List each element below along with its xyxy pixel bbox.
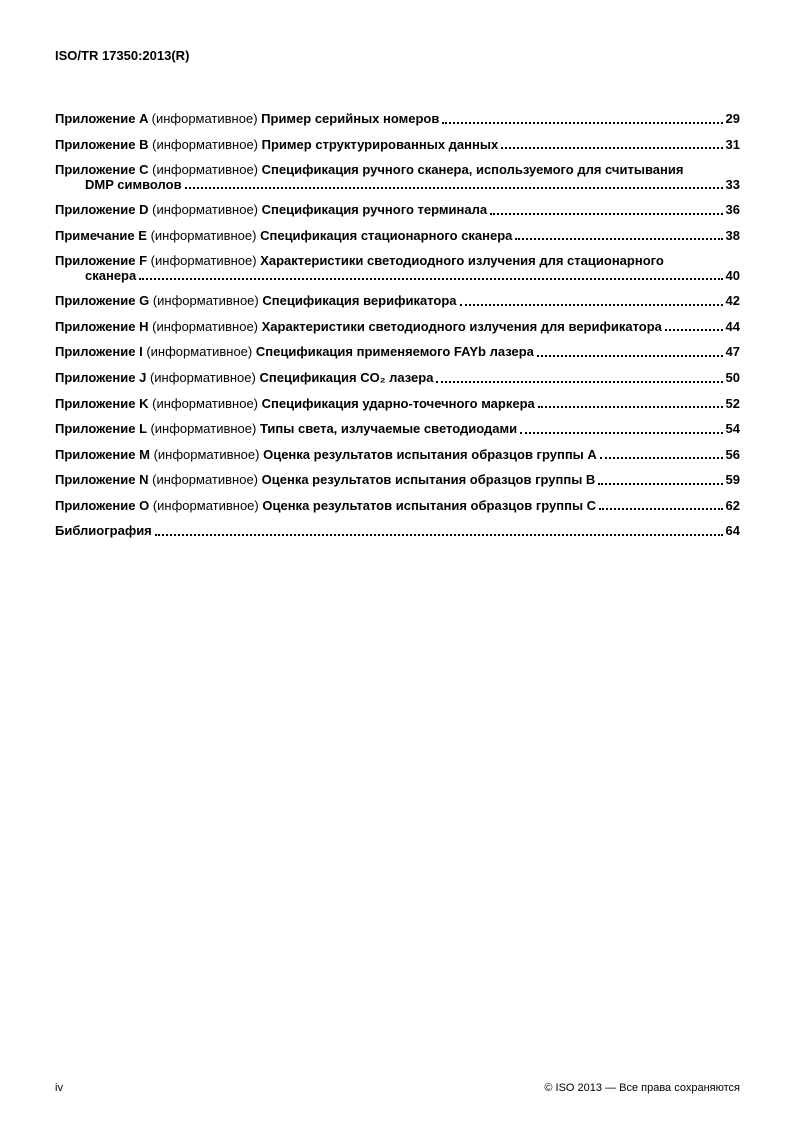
- toc-entry-label: Приложение A: [55, 111, 148, 126]
- toc-leader-dots: [139, 278, 722, 280]
- toc-list: [55, 112, 740, 550]
- toc-entry-text: [55, 524, 696, 539]
- toc-entry-type: (информативное): [150, 421, 257, 437]
- toc-leader-dots: [599, 508, 722, 510]
- toc-entry-text: [55, 112, 696, 127]
- toc-entry[interactable]: [55, 229, 740, 244]
- toc-entry-title: Спецификация ручного сканера, используемого для считывания DMP символов: [85, 162, 684, 192]
- toc-entry-label: Приложение J: [55, 370, 147, 386]
- toc-entry-type: (информативное): [152, 202, 259, 218]
- toc-leader-dots: [538, 406, 723, 408]
- toc-entry-label: Приложение F: [55, 253, 148, 269]
- toc-entry-text: [55, 371, 696, 386]
- toc-entry[interactable]: [55, 254, 740, 283]
- toc-entry-label: Приложение N: [55, 472, 149, 488]
- toc-entry-label: Приложение K: [55, 395, 149, 411]
- toc-entry-type: (информативное): [152, 395, 259, 411]
- toc-entry-title: Типы света, излучаемые светодиодами: [259, 421, 518, 437]
- page-header: [55, 48, 189, 63]
- toc-entry[interactable]: [55, 163, 740, 192]
- toc-page-number: 52: [725, 395, 740, 411]
- toc-entry-text: [55, 138, 696, 153]
- toc-page-number: 50: [725, 370, 740, 386]
- toc-entry-type: (информативное): [152, 497, 259, 513]
- toc-entry-label: Приложение M: [55, 446, 150, 462]
- toc-entry-text: [55, 345, 696, 360]
- toc-leader-dots: [501, 147, 722, 149]
- toc-page-number: 64: [725, 523, 740, 539]
- toc-leader-dots: [520, 432, 722, 434]
- toc-entry-text: [55, 499, 696, 514]
- toc-entry[interactable]: [55, 397, 740, 412]
- toc-entry-title: Спецификация ударно-точечного маркера: [261, 395, 535, 411]
- toc-entry-type: (информативное): [150, 253, 257, 269]
- toc-entry-title: Спецификация верификатора: [262, 293, 457, 309]
- toc-entry-label: Примечание E: [55, 227, 147, 243]
- toc-page-number: 40: [725, 267, 740, 283]
- toc-entry[interactable]: [55, 345, 740, 360]
- page-number-label: iv: [55, 1082, 63, 1094]
- toc-leader-dots: [537, 355, 723, 357]
- toc-page-number: 42: [725, 293, 740, 309]
- toc-entry-type: (информативное): [153, 446, 260, 462]
- toc-page-number: 47: [725, 344, 740, 360]
- toc-entry-type: (информативное): [152, 472, 259, 488]
- toc-entry[interactable]: [55, 371, 740, 386]
- toc-entry-label: Приложение H: [55, 318, 149, 334]
- toc-entry-text: [55, 229, 696, 244]
- toc-entry[interactable]: [55, 422, 740, 437]
- toc-page-number: 33: [725, 176, 740, 192]
- toc-entry-type: (информативное): [146, 344, 253, 360]
- toc-leader-dots: [460, 304, 723, 306]
- toc-entry-type: (информативное): [150, 227, 257, 243]
- toc-entry-label: Приложение I: [55, 344, 143, 360]
- toc-entry-title: Оценка результатов испытания образцов группы C: [262, 497, 597, 513]
- toc-page-number: 59: [725, 472, 740, 488]
- toc-page-number: 54: [725, 421, 740, 437]
- toc-entry[interactable]: [55, 294, 740, 309]
- toc-entry-type: (информативное): [152, 293, 259, 309]
- toc-entry-type: (информативное): [152, 136, 259, 152]
- toc-page-number: 44: [725, 318, 740, 334]
- toc-entry-text: [55, 473, 696, 488]
- toc-page-number: 62: [725, 497, 740, 513]
- toc-entry-text: [55, 320, 696, 335]
- toc-page-number: 38: [725, 227, 740, 243]
- toc-leader-dots: [185, 187, 723, 189]
- toc-entry[interactable]: [55, 203, 740, 218]
- toc-entry[interactable]: [55, 473, 740, 488]
- toc-entry[interactable]: [55, 112, 740, 127]
- toc-entry-label: Библиография: [55, 523, 152, 539]
- toc-entry-type: (информативное): [151, 111, 258, 126]
- toc-entry[interactable]: [55, 448, 740, 463]
- toc-entry-title: Спецификация CO₂ лазера: [259, 370, 434, 386]
- toc-page-number: 36: [725, 202, 740, 218]
- toc-entry-label: Приложение C: [55, 162, 149, 178]
- toc-leader-dots: [515, 238, 722, 240]
- toc-leader-dots: [600, 457, 723, 459]
- toc-entry-label: Приложение L: [55, 421, 147, 437]
- toc-page-number: 29: [725, 111, 740, 126]
- toc-entry-text: [55, 448, 696, 463]
- toc-entry-text: [55, 397, 696, 412]
- page-footer: [55, 1082, 740, 1094]
- toc-entry[interactable]: [55, 320, 740, 335]
- toc-leader-dots: [490, 213, 722, 215]
- toc-leader-dots: [665, 329, 723, 331]
- toc-entry[interactable]: [55, 138, 740, 153]
- toc-entry-title: Характеристики светодиодного излучения для верификатора: [261, 318, 662, 334]
- toc-entry[interactable]: [55, 499, 740, 514]
- toc-leader-dots: [436, 381, 722, 383]
- toc-entry-label: Приложение O: [55, 497, 150, 513]
- toc-page-number: 56: [725, 446, 740, 462]
- toc-leader-dots: [442, 122, 722, 124]
- toc-entry-title: Оценка результатов испытания образцов группы B: [261, 472, 596, 488]
- toc-entry-text: [55, 294, 696, 309]
- toc-entry-text: [55, 422, 696, 437]
- toc-leader-dots: [598, 483, 722, 485]
- toc-entry[interactable]: [55, 524, 740, 539]
- document-number: ISO/TR 17350:2013(R): [55, 48, 190, 63]
- toc-entry-title: Спецификация применяемого FAYb лазера: [255, 344, 534, 360]
- toc-page-number: 31: [725, 136, 740, 152]
- toc-entry-title: Оценка результатов испытания образцов группы A: [263, 446, 597, 462]
- toc-entry-label: Приложение B: [55, 136, 149, 152]
- toc-entry-title: Пример структурированных данных: [261, 136, 499, 152]
- toc-entry-label: Приложение D: [55, 202, 149, 218]
- toc-entry-type: (информативное): [149, 370, 256, 386]
- toc-entry-title: Характеристики светодиодного излучения для стационарного сканера: [85, 253, 664, 283]
- toc-entry-type: (информативное): [152, 162, 259, 178]
- toc-leader-dots: [155, 534, 723, 536]
- toc-entry-text: [55, 203, 696, 218]
- copyright-notice: © ISO 2013 — Все права сохраняются: [544, 1082, 740, 1094]
- toc-entry-title: Спецификация ручного терминала: [261, 202, 488, 218]
- toc-entry-type: (информативное): [152, 318, 259, 334]
- toc-entry-label: Приложение G: [55, 293, 150, 309]
- toc-entry-title: Спецификация стационарного сканера: [260, 227, 513, 243]
- toc-entry-title: Пример серийных номеров: [261, 111, 440, 126]
